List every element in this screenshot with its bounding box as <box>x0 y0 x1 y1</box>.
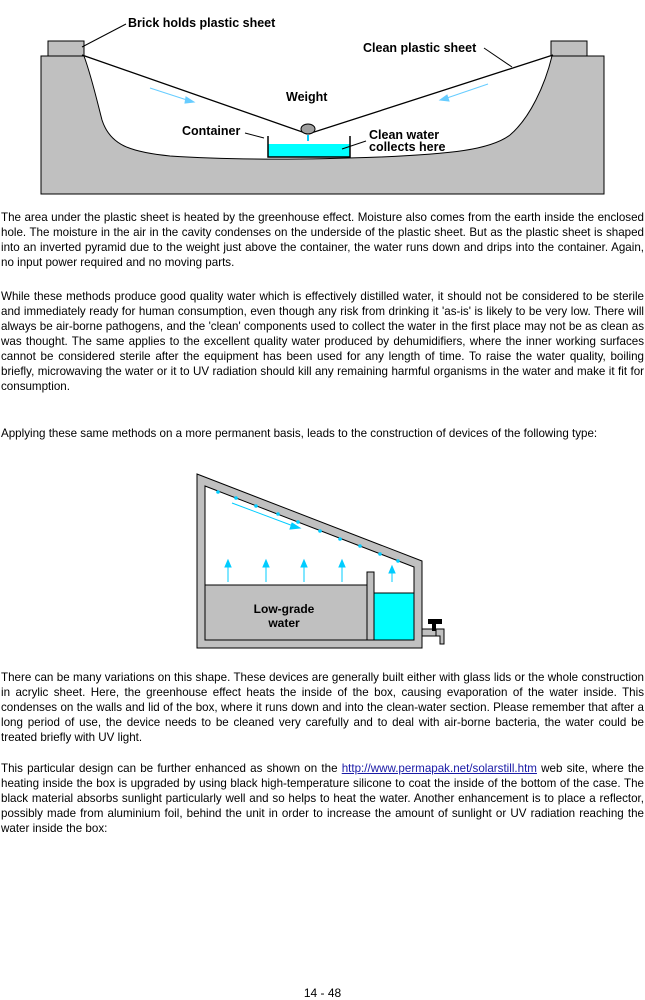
solar-still-box-diagram <box>190 468 455 653</box>
tap-spout <box>436 629 444 644</box>
clean-water <box>374 593 414 640</box>
brick-left <box>48 41 84 56</box>
label-brick: Brick holds plastic sheet <box>128 16 276 30</box>
paragraph-3: Applying these same methods on a more permanent basis, leads to the construction of devices of the following type: <box>1 427 598 440</box>
weight <box>301 124 315 134</box>
label-plastic-sheet: Clean plastic sheet <box>363 41 477 55</box>
ground <box>41 56 604 194</box>
label-weight: Weight <box>286 90 328 104</box>
tap-handle <box>428 619 442 624</box>
permapak-link[interactable]: http://www.permapak.net/solarstill.htm <box>341 762 537 775</box>
flow-arrow-left <box>150 88 194 103</box>
label-container: Container <box>182 124 241 138</box>
divider-wall <box>367 572 374 640</box>
paragraph-5 <box>1 761 644 836</box>
label-low-grade-2: water <box>268 616 300 630</box>
paragraph-5-after: web site, where the heating inside the box is upgraded by using black high-temperature silicone to coat the inside of the bottom of the case. The black material absorbs sunlight particularly well and so helps to heat the water. Another enhancement is to place a reflector, possibly made from aluminium foil, behind the unit in order to increase the amount of sunlight or UV radiation reaching the water inside the box: <box>1 762 644 835</box>
paragraph-1: The area under the plastic sheet is heated by the greenhouse effect. Moisture also comes from the earth inside the enclosed hole. The moisture in the air in the cavity condenses on the underside of the plastic sheet. But as the plastic sheet is shaped into an inverted pyramid due to the weight just above the container, the water runs down and drips into the container. Again, no input power required and no moving parts. <box>1 211 644 269</box>
brick-right <box>551 41 587 56</box>
flow-arrow-right <box>440 84 488 101</box>
container-water <box>268 144 350 157</box>
paragraph-4: There can be many variations on this shape. These devices are generally built either with glass lids or the whole construction in acrylic sheet. Here, the greenhouse effect heats the inside of the box, causing evaporation of the water inside. This condenses on the walls and lid of the box, where it runs down and into the clean-water section. Please remember that after a long period of use, the device needs to be cleaned very carefully and to deal with air-borne bacteria, the water could be treated briefly with UV light. <box>1 671 644 744</box>
container-leader <box>245 133 264 138</box>
label-clean-water-1: Clean water <box>369 128 440 142</box>
label-clean-water-2: collects here <box>369 140 446 154</box>
tap-handle-stem <box>432 623 436 631</box>
paragraph-2: While these methods produce good quality water which is effectively distilled water, it should not be considered to be sterile and immediately ready for human consumption, even though any risk from drinking it 'as-is' is likely to be very low. There will always be air-borne pathogens, and the 'clean' components used to collect the water in the first place may not be as clean as was thought. The same applies to the excellent quality water produced by dehumidifiers, where the inner working surfaces cannot be considered sterile after the equipment has been used for any length of time. To raise the water quality, boiling briefly, microwaving the water or it to UV radiation should kill any remaining harmful organisms in the water and make it fit for consumption. <box>1 290 644 393</box>
paragraph-5-before: This particular design can be further enhanced as shown on the <box>1 762 342 775</box>
sheet-leader <box>484 48 512 67</box>
brick-leader <box>82 24 126 47</box>
solar-still-hole-diagram <box>0 0 645 200</box>
label-low-grade-1: Low-grade <box>253 602 315 616</box>
page-number: 14 - 48 <box>303 986 342 1000</box>
